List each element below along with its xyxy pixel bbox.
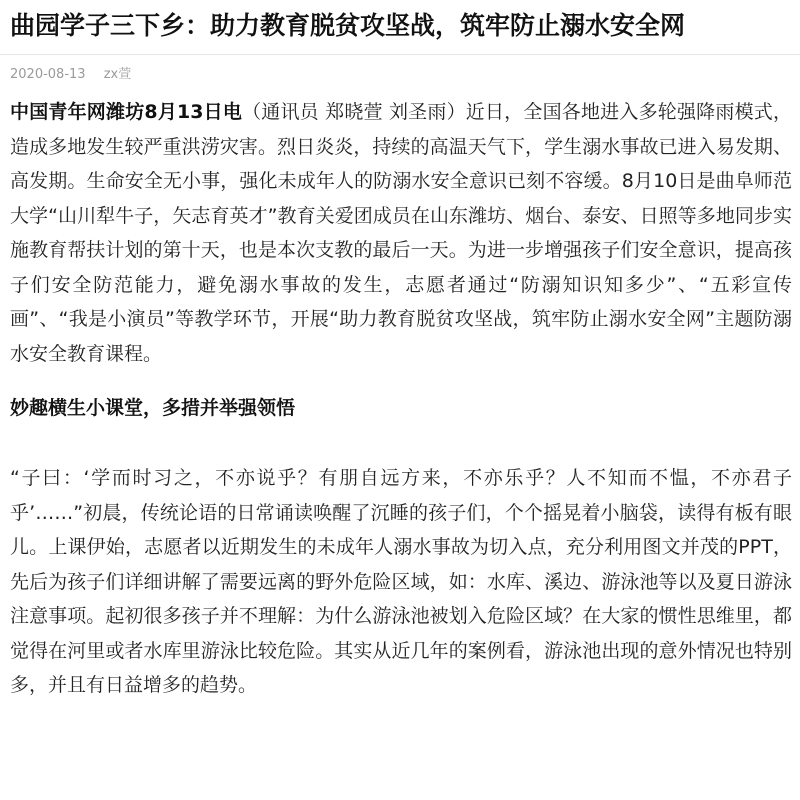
paragraph-class: “子曰：‘学而时习之，不亦说乎？有朋自远方来，不亦乐乎？人不知而不愠，不亦君子乎’……”初晨，传统论语的日常诵读唤醒了沉睡的孩子们，个个摇晃着小脑袋，读得有板有眼儿。上课伊始，志愿者以近期发生的未成年人溺水事故为切入点，充分利用图文并茂的PPT，先后为孩子们详细讲解了需要远离的野外危险区域，如：水库、溪边、游泳池等以及夏日游泳注意事项。起初很多孩子并不理解：为什么游泳池被划入危险区域？在大家的惯性思维里，都觉得在河里或者水库里游泳比较危险。其实从近几年的案例看，游泳池出现的意外情况也特别多，并且有日益增多的趋势。	[10, 467, 792, 696]
article-title: 曲园学子三下乡：助力教育脱贫攻坚战，筑牢防止溺水安全网	[10, 11, 686, 40]
section-subheading: 妙趣横生小课堂，多措并举强领悟	[10, 397, 296, 419]
publish-date: 2020-08-13	[10, 67, 86, 82]
dateline: 中国青年网潍坊8月13日电	[10, 101, 243, 123]
author-name[interactable]: zx萱	[103, 67, 132, 82]
article-meta	[10, 55, 792, 95]
paragraph-intro-body: （通讯员 郑晓萱 刘圣雨）近日，全国各地进入多轮强降雨模式，造成多地发生较严重洪涝灾害。烈日炎炎，持续的高温天气下，学生溺水事故已进入易发期、高发期。生命安全无小事，强化未成年人的防溺水安全意识已刻不容缓。8月10日是曲阜师范大学“山川犁牛子，矢志育英才”教育关爱团成员在山东潍坊、烟台、泰安、日照等多地同步实施教育帮扶计划的第十天，也是本次支教的最后一天。为进一步增强孩子们安全意识，提高孩子们安全防范能力，避免溺水事故的发生，志愿者通过“防溺知识知多少”、“五彩宣传画”、“我是小演员”等教学环节，开展“助力教育脱贫攻坚战，筑牢防止溺水安全网”主题防溺水安全教育课程。	[10, 101, 792, 365]
paragraph-intro	[10, 95, 792, 371]
